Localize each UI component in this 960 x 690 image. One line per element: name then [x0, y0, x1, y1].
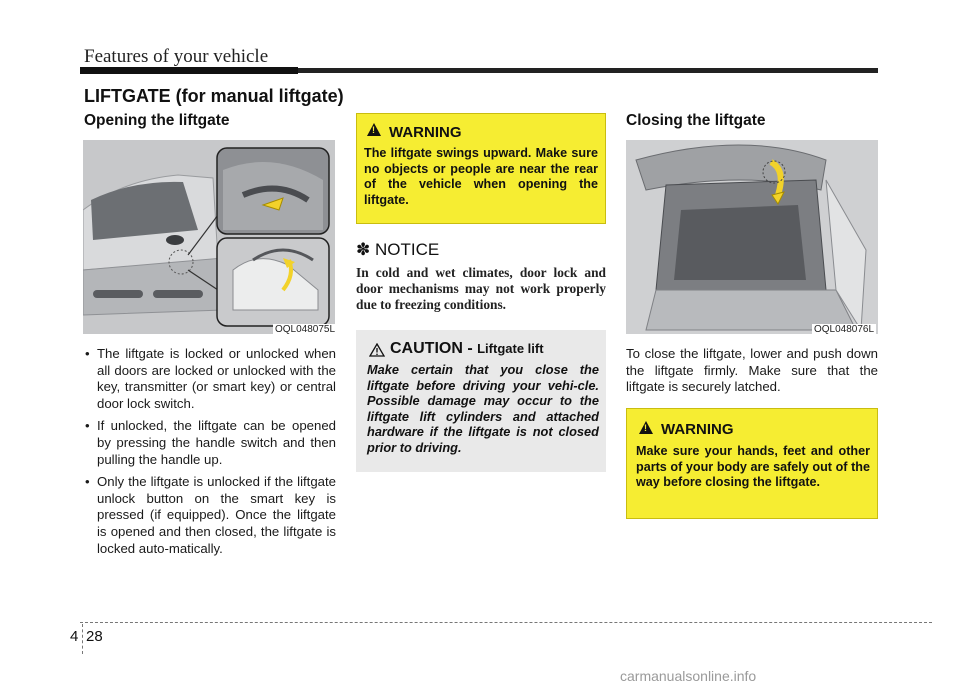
section-title: LIFTGATE (for manual liftgate) — [84, 86, 344, 106]
section-number: 4 — [70, 628, 79, 645]
caution-body: Make certain that you close the liftgate before driving your vehi-cle. Possible damage may occur to the liftgate lift cylinders and attached hardware if the liftgate is not closed prior to driving. — [367, 362, 599, 455]
opening-figure-code: OQL048075L — [275, 324, 336, 335]
warning-body: The liftgate swings upward. Make sure no objects or people are near the rear of the vehicle when opening the liftgate. — [364, 146, 598, 207]
closing-figure — [626, 140, 878, 334]
notice-title-text: NOTICE — [374, 240, 440, 259]
asterisk-icon: ✽ — [356, 240, 371, 259]
warning-icon — [639, 421, 653, 434]
warning-title: WARNING — [661, 421, 734, 438]
closing-title: Closing the liftgate — [626, 112, 766, 129]
opening-title: Opening the liftgate — [84, 112, 230, 129]
page-divider — [82, 624, 83, 654]
warning-icon — [367, 123, 381, 136]
watermark: carmanualsonline.info — [620, 668, 757, 684]
caution-title — [390, 340, 544, 358]
notice-body: In cold and wet climates, door lock and door mechanisms may not work properly due to freezing conditions. — [356, 265, 606, 312]
warning-body: Make sure your hands, feet and other parts of your body are safely out of the way before closing the liftgate. — [636, 444, 870, 490]
opening-bullets — [84, 346, 336, 563]
footer-divider — [80, 622, 932, 623]
car-rear-illustration — [83, 140, 335, 334]
page-header-title: Features of your vehicle — [84, 46, 269, 67]
list-item: • The liftgate is locked or unlocked when all doors are locked or unlocked with the key, transmitter (or smart key) or central door lock switch. — [84, 346, 336, 412]
header-rule — [80, 68, 878, 73]
closing-body: To close the liftgate, lower and push down the liftgate firmly. Make sure that the liftgate is securely latched. — [626, 346, 878, 395]
warning-title: WARNING — [389, 124, 462, 141]
caution-subtitle: Liftgate lift — [477, 341, 544, 356]
page-number: 28 — [86, 628, 103, 645]
opening-figure — [83, 140, 335, 334]
caution-label: CAUTION - — [390, 340, 473, 357]
notice-title — [356, 240, 439, 260]
open-liftgate-illustration — [626, 140, 878, 334]
caution-icon — [369, 343, 385, 357]
closing-figure-code: OQL048076L — [814, 324, 875, 335]
list-item: • If unlocked, the liftgate can be opened by pressing the handle switch and then pulling the handle up. — [84, 418, 336, 468]
list-item: • Only the liftgate is unlocked if the liftgate unlock button on the smart key is pressed (if equipped). Once the liftgate is opened and then closed, the liftgate is locked auto-matically. — [84, 474, 336, 557]
